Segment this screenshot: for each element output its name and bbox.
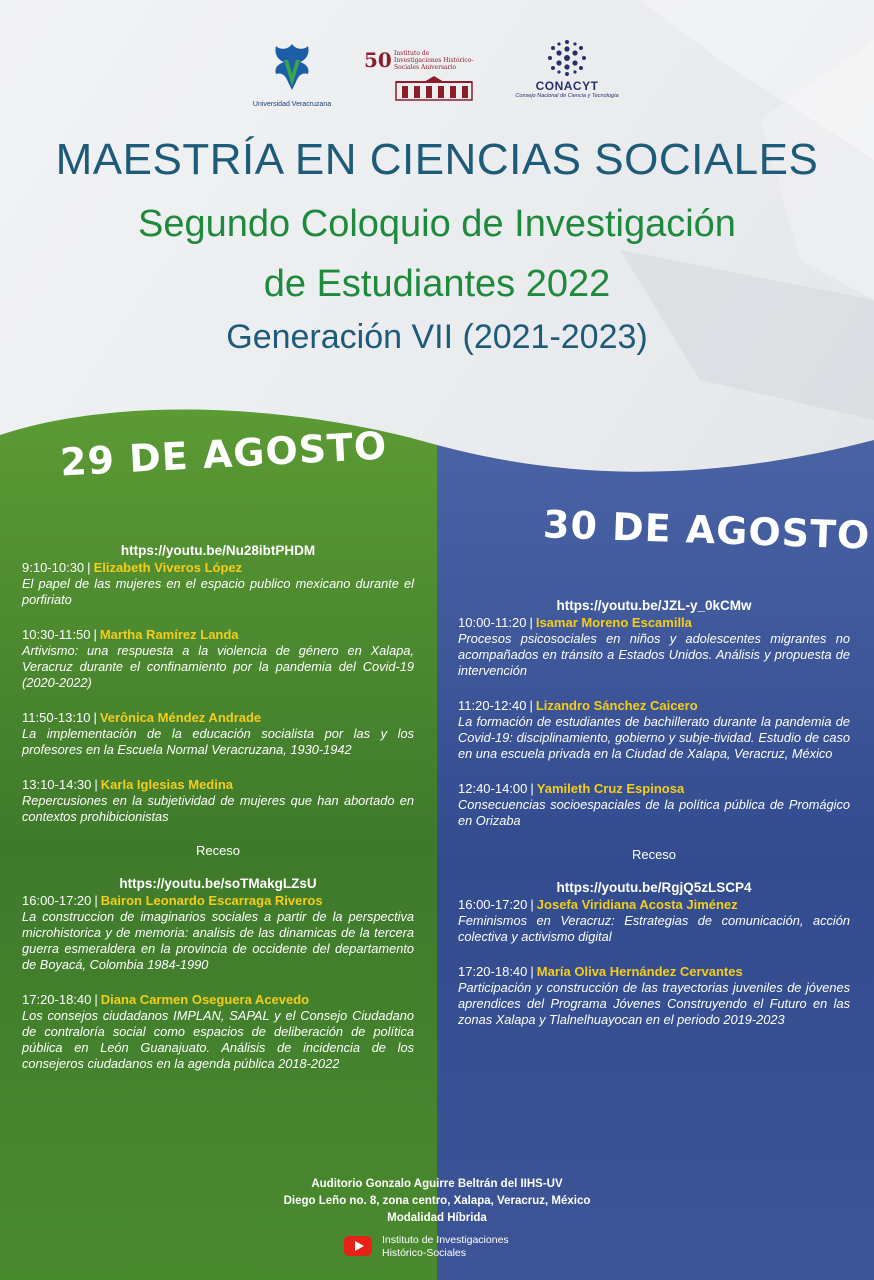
youtube-icon bbox=[344, 1236, 372, 1256]
building-icon bbox=[394, 74, 474, 102]
day1-title: 29 DE AGOSTO bbox=[59, 423, 389, 485]
day1-schedule bbox=[22, 543, 414, 1090]
entry-separator: | bbox=[530, 964, 534, 979]
entry-title: Repercusiones en la subjetividad de mujeres que han abortado en contextos prohibicionistas bbox=[22, 793, 414, 824]
entry-title: El papel de las mujeres en el espacio publico mexicano durante el porfiriato bbox=[22, 576, 414, 607]
iihs-anniversary-number: 50 bbox=[364, 48, 392, 72]
address: Diego Leño no. 8, zona centro, Xalapa, Veracruz, México bbox=[283, 1195, 591, 1207]
entry-separator: | bbox=[93, 627, 97, 642]
schedule-entry bbox=[458, 780, 850, 829]
entry-title: La formación de estudiantes de bachillerato durante la pandemia de Covid-19: disciplinamiento, gobierno y subje-tividad. Estudio de caso en una escuela privada en la Ciudad de Xalapa, Veracruz, México bbox=[458, 714, 850, 761]
entry-time: 17:20-18:40 bbox=[22, 992, 92, 1007]
schedule-entry bbox=[22, 709, 414, 758]
entry-separator: | bbox=[93, 710, 97, 725]
entry-separator: | bbox=[94, 777, 98, 792]
program-title: MAESTRÍA EN CIENCIAS SOCIALES bbox=[55, 135, 819, 184]
uv-logo bbox=[252, 42, 332, 108]
entry-time: 10:30-11:50 bbox=[22, 627, 91, 642]
channel-name bbox=[382, 1234, 509, 1260]
entry-presenter: Karla Iglesias Medina bbox=[100, 777, 234, 792]
conacyt-logo bbox=[512, 40, 622, 99]
entry-separator: | bbox=[529, 698, 533, 713]
entry-presenter: Bairon Leonardo Escarraga Riveros bbox=[100, 893, 323, 908]
entry-title: Los consejos ciudadanos IMPLAN, SAPAL y el Consejo Ciudadano de contraloría social como espacios de deliberación de política pública en León Guanajuato. Análisis de incidencia de los consejeros ciudadanos en la agenda pública 2018-2022 bbox=[22, 1008, 414, 1071]
schedule-entry bbox=[22, 991, 414, 1072]
entry-time: 11:20-12:40 bbox=[458, 698, 527, 713]
logos-bar bbox=[0, 40, 874, 115]
day1-afternoon-link[interactable]: https://youtu.be/soTMakgLZsU bbox=[119, 876, 317, 891]
entry-time: 17:20-18:40 bbox=[458, 964, 528, 979]
entry-presenter: Verônica Méndez Andrade bbox=[99, 710, 262, 725]
entry-title: Participación y construcción de las trayectorias juveniles de jóvenes aprendices del Programa Jóvenes Construyendo el Futuro en las zonas Xalapa y Tlalnelhuayocan en el periodo 2019-2023 bbox=[458, 980, 850, 1027]
schedule-entry bbox=[22, 892, 414, 973]
iihs-logo-text: Instituto de Investigaciones Histórico-Sociales Aniversario bbox=[394, 50, 474, 71]
entry-presenter: Elizabeth Viveros López bbox=[93, 560, 243, 575]
schedule-entry bbox=[458, 963, 850, 1028]
schedule-entry bbox=[22, 626, 414, 691]
conacyt-name: CONACYT bbox=[535, 79, 599, 93]
day2-afternoon-link[interactable]: https://youtu.be/RgjQ5zLSCP4 bbox=[556, 880, 752, 895]
entry-separator: | bbox=[87, 560, 91, 575]
uv-emblem-icon bbox=[270, 42, 314, 94]
entry-time: 10:00-11:20 bbox=[458, 615, 527, 630]
day2-title: 30 DE AGOSTO bbox=[542, 502, 872, 558]
entry-presenter: Lizandro Sánchez Caicero bbox=[535, 698, 698, 713]
entry-time: 16:00-17:20 bbox=[458, 897, 528, 912]
day2-morning-link[interactable]: https://youtu.be/JZL-y_0kCMw bbox=[556, 598, 752, 613]
event-title-line2: de Estudiantes 2022 bbox=[263, 263, 611, 305]
entry-presenter: Martha Ramírez Landa bbox=[99, 627, 239, 642]
conacyt-subtitle: Consejo Nacional de Ciencia y Tecnología bbox=[515, 93, 619, 99]
entry-presenter: María Oliva Hernández Cervantes bbox=[536, 964, 743, 979]
entry-time: 12:40-14:00 bbox=[458, 781, 528, 796]
entry-separator: | bbox=[529, 615, 533, 630]
entry-separator: | bbox=[94, 893, 98, 908]
entry-time: 9:10-10:30 bbox=[22, 560, 85, 575]
entry-title: Artivismo: una respuesta a la violencia de género en Xalapa, Veracruz durante el confinamiento por la pandemia del Covid-19 (2020-2022) bbox=[22, 643, 414, 690]
youtube-channel-badge[interactable] bbox=[344, 1232, 544, 1262]
day1-break: Receso bbox=[195, 843, 241, 858]
entry-title: Feminismos en Veracruz: Estrategias de comunicación, acción colectiva y activismo digital bbox=[458, 913, 850, 944]
schedule-entry bbox=[458, 614, 850, 679]
channel-name-line2: Histórico-Sociales bbox=[382, 1247, 467, 1259]
day1-morning-link[interactable]: https://youtu.be/Nu28ibtPHDM bbox=[120, 543, 316, 558]
event-title-line1: Segundo Coloquio de Investigación bbox=[138, 203, 736, 245]
entry-presenter: Isamar Moreno Escamilla bbox=[535, 615, 692, 630]
entry-presenter: Yamileth Cruz Espinosa bbox=[536, 781, 685, 796]
entry-presenter: Josefa Viridiana Acosta Jiménez bbox=[536, 897, 738, 912]
channel-name-line1: Instituto de Investigaciones bbox=[382, 1234, 509, 1246]
entry-time: 11:50-13:10 bbox=[22, 710, 91, 725]
event-title bbox=[0, 198, 874, 310]
entry-title: Consecuencias socioespaciales de la política pública de Promágico en Orizaba bbox=[458, 797, 850, 828]
event-footer bbox=[0, 1176, 874, 1227]
schedule-entry bbox=[22, 559, 414, 608]
day2-schedule bbox=[458, 598, 850, 1046]
modality: Modalidad Híbrida bbox=[387, 1212, 487, 1224]
entry-time: 13:10-14:30 bbox=[22, 777, 92, 792]
day2-break: Receso bbox=[631, 847, 677, 862]
venue: Auditorio Gonzalo Aguirre Beltrán del IIHS-UV bbox=[311, 1178, 563, 1190]
entry-separator: | bbox=[530, 897, 534, 912]
schedule-entry bbox=[458, 697, 850, 762]
schedule-entry bbox=[458, 896, 850, 945]
uv-caption: Universidad Veracruzana bbox=[252, 101, 332, 108]
entry-separator: | bbox=[94, 992, 98, 1007]
entry-presenter: Diana Carmen Oseguera Acevedo bbox=[100, 992, 310, 1007]
iihs-logo bbox=[362, 44, 477, 104]
entry-title: Procesos psicosociales en niños y adolescentes migrantes no acompañados en tránsito a Estados Unidos. Análisis y propuesta de intervención bbox=[458, 631, 850, 678]
entry-title: La construccion de imaginarios sociales a partir de la perspectiva microhistorica y de memoria: analisis de las dinamicas de la tercera guerra esmeraldera en la provincia de occidente del departamento de Boyacá, Colombia 1984-1990 bbox=[22, 909, 414, 972]
entry-time: 16:00-17:20 bbox=[22, 893, 92, 908]
generation-title: Generación VII (2021-2023) bbox=[226, 318, 648, 356]
entry-separator: | bbox=[530, 781, 534, 796]
schedule-entry bbox=[22, 776, 414, 825]
conacyt-emblem-icon bbox=[547, 40, 587, 76]
entry-title: La implementación de la educación socialista por las y los profesores en la Escuela Normal Veracruzana, 1930-1942 bbox=[22, 726, 414, 757]
